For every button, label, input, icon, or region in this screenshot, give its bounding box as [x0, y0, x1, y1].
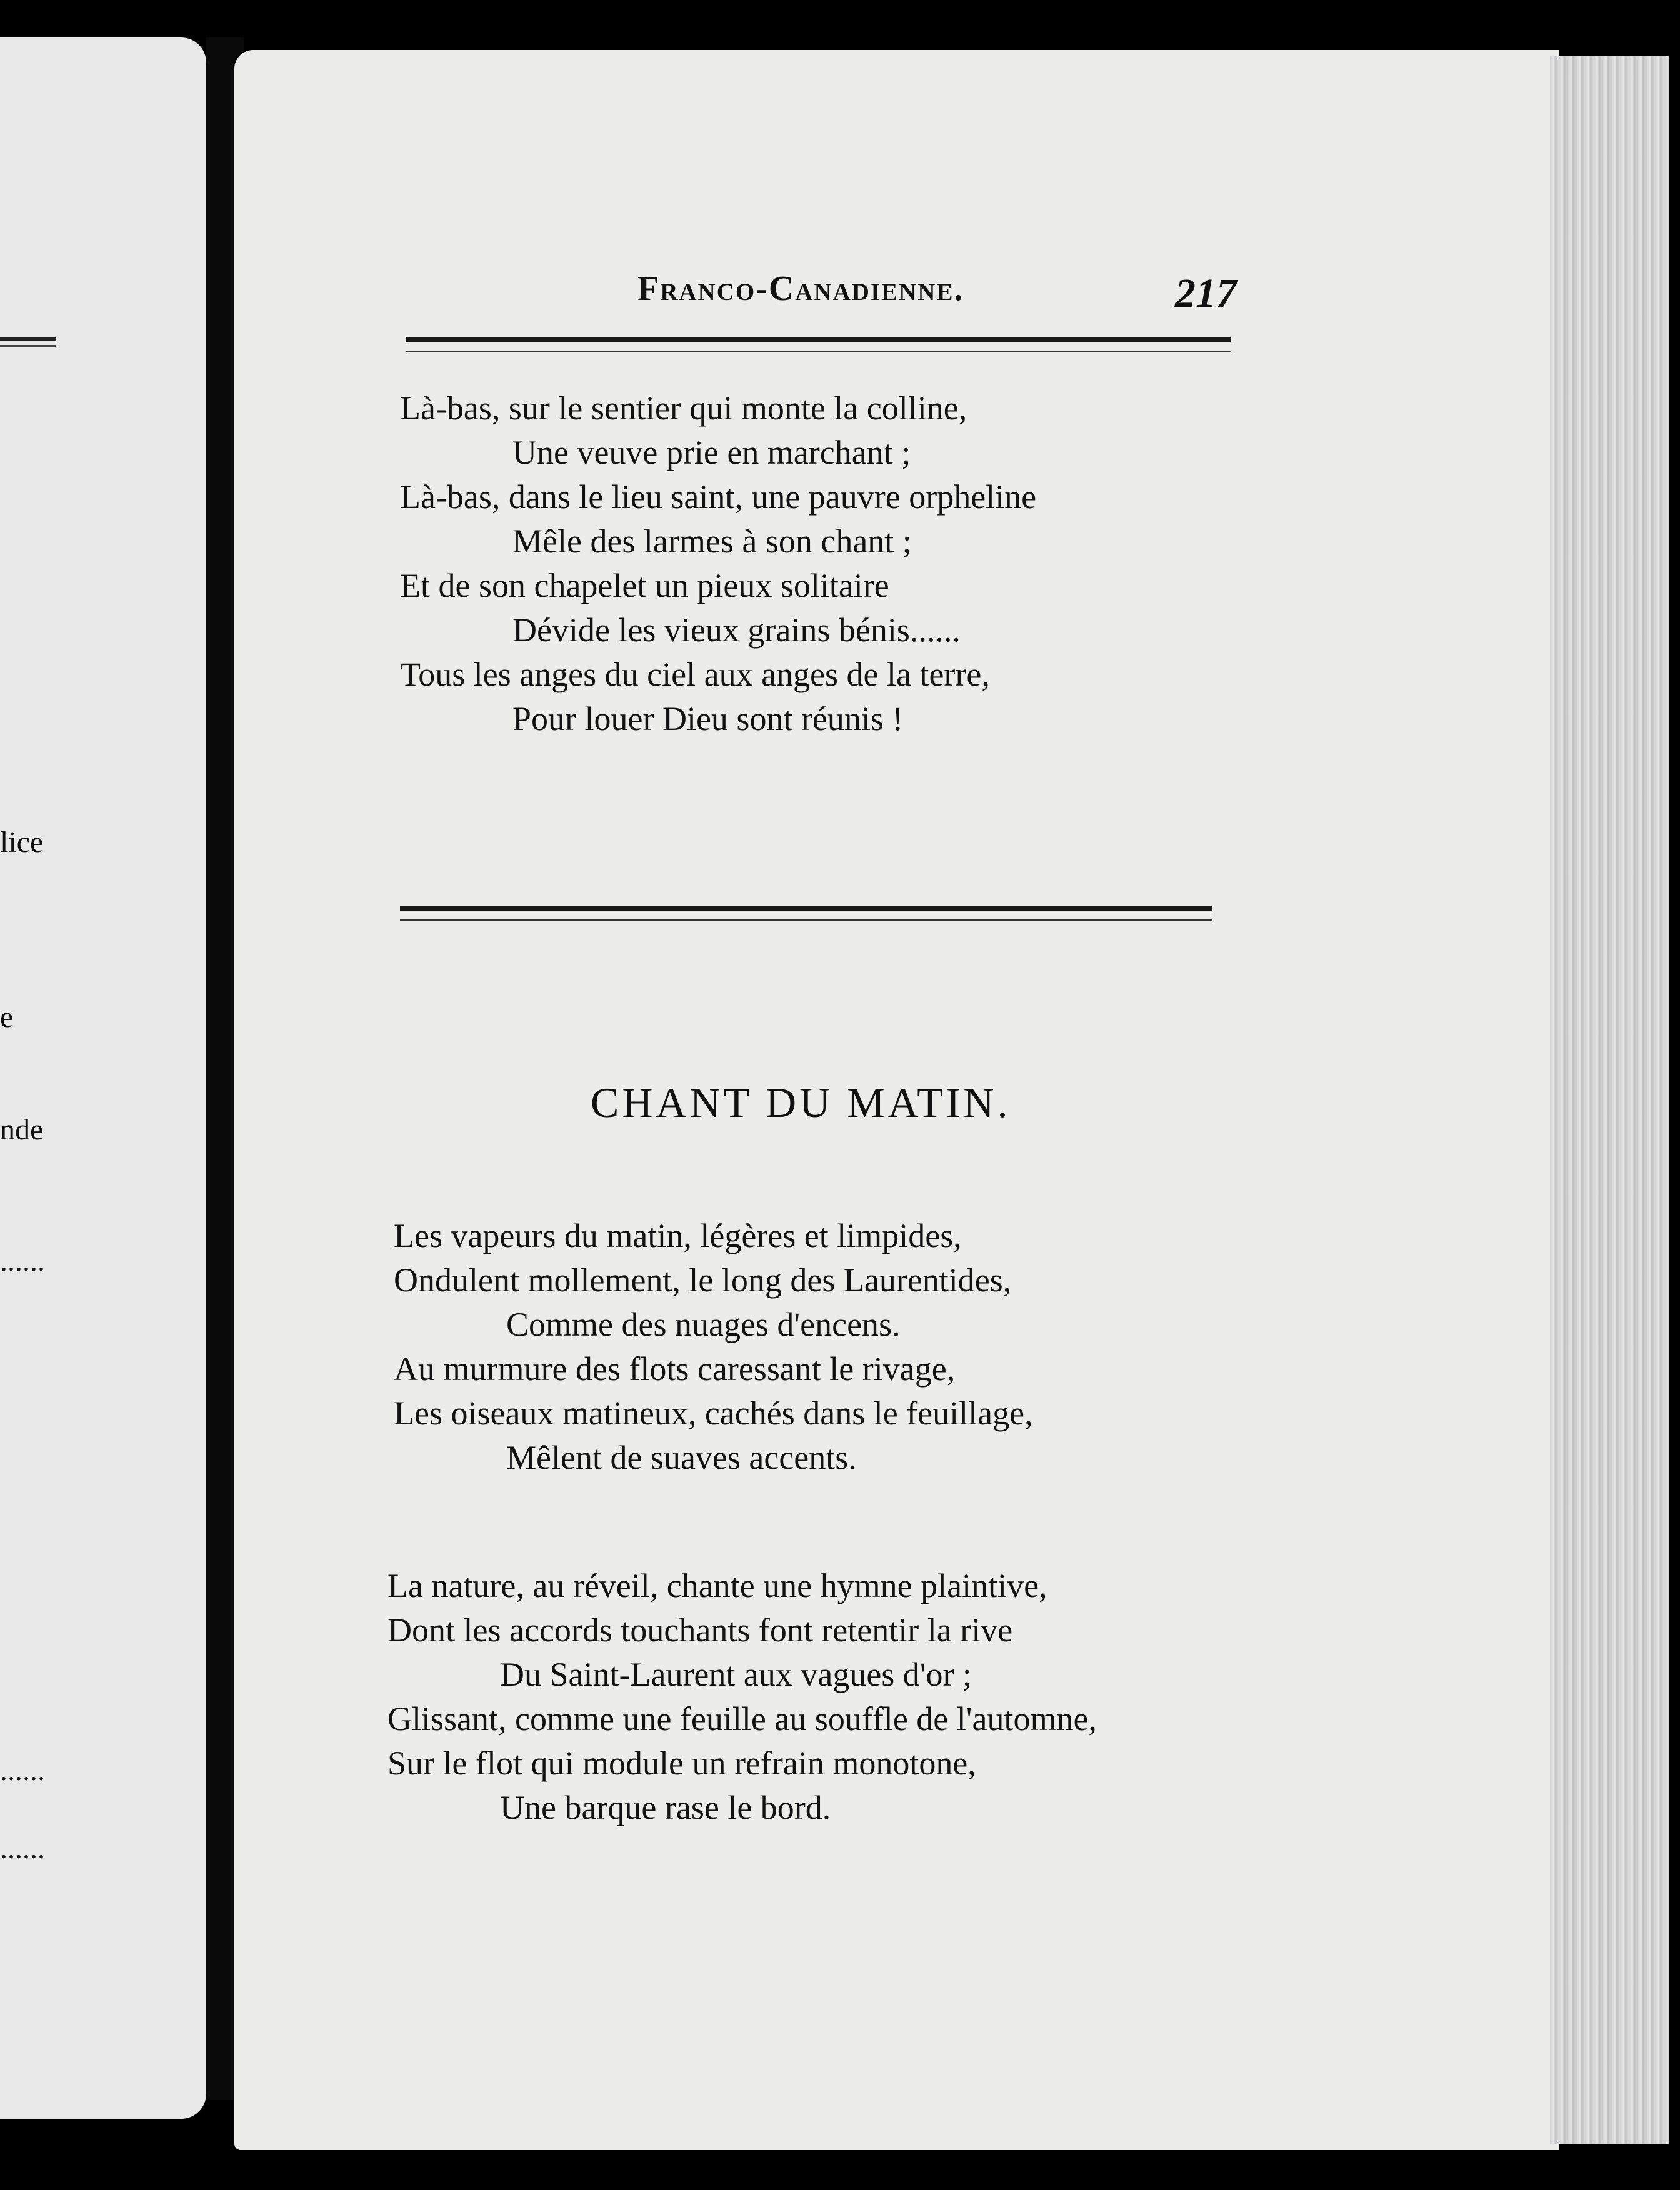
verse-line: Sur le flot qui module un refrain monotone, [388, 1744, 976, 1782]
previous-page-fragment: ...... [0, 1754, 45, 1787]
previous-page-rule [0, 338, 56, 347]
verse-line: Une barque rase le bord. [500, 1789, 831, 1826]
verse-line: Les oiseaux matineux, cachés dans le feuillage, [394, 1394, 1033, 1432]
poem-title: CHANT DU MATIN. [591, 1079, 1011, 1126]
verse-line: Au murmure des flots caressant le rivage, [394, 1350, 956, 1388]
verse-line: Ondulent mollement, le long des Laurentides, [394, 1261, 1012, 1299]
verse-line: Pour louer Dieu sont réunis ! [512, 700, 904, 738]
page-number: 217 [1175, 271, 1237, 316]
section-divider-rule [400, 906, 1212, 921]
header-rule [406, 338, 1231, 352]
previous-page-fragment: ...... [0, 1832, 45, 1865]
verse-line: Dont les accords touchants font retentir la rive [388, 1611, 1013, 1649]
previous-page-fragment: ...... [0, 1244, 45, 1278]
poem-stanza-1 [394, 1214, 1033, 1480]
verse-line: Du Saint-Laurent aux vagues d'or ; [500, 1656, 972, 1693]
verse-line: Mêlent de suaves accents. [506, 1439, 857, 1476]
verse-line: Là-bas, sur le sentier qui monte la colline, [400, 389, 968, 427]
page-block-edge [1550, 56, 1669, 2144]
verse-line: La nature, au réveil, chante une hymne plaintive, [388, 1567, 1048, 1604]
previous-page-fragment: e [0, 1001, 14, 1034]
previous-page-fragment: lice [0, 826, 44, 859]
verse-line: Tous les anges du ciel aux anges de la terre, [400, 656, 990, 693]
previous-page [0, 38, 206, 2119]
poem-stanza-2 [388, 1564, 1097, 1830]
verse-line: Les vapeurs du matin, légères et limpides, [394, 1217, 962, 1254]
verse-line: Une veuve prie en marchant ; [512, 434, 911, 471]
top-stanza [400, 386, 1036, 741]
verse-line: Dévide les vieux grains bénis...... [512, 611, 961, 649]
verse-line: Comme des nuages d'encens. [506, 1306, 901, 1343]
verse-line: Là-bas, dans le lieu saint, une pauvre orpheline [400, 478, 1037, 516]
verse-line: Glissant, comme une feuille au souffle de l'automne, [388, 1700, 1097, 1738]
verse-line: Mêle des larmes à son chant ; [512, 522, 912, 560]
verse-line: Et de son chapelet un pieux solitaire [400, 567, 889, 604]
previous-page-fragment: nde [0, 1113, 44, 1146]
running-head: Franco-Canadienne. [638, 269, 964, 308]
